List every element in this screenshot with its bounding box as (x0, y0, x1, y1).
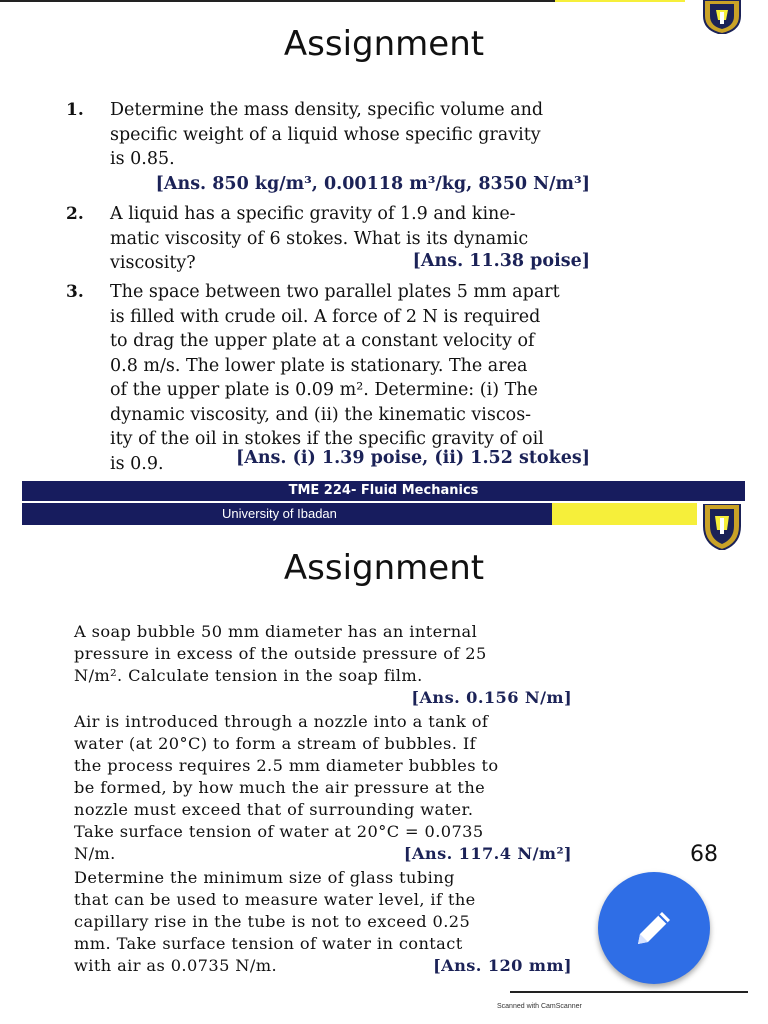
text-line: Determine the mass density, specific volume and (110, 100, 544, 120)
question-1-text (110, 98, 590, 172)
edit-button[interactable] (598, 872, 710, 984)
text-line: that can be used to measure water level, if the (74, 890, 476, 909)
problem-2-text (74, 711, 574, 865)
question-number: 3. (66, 282, 84, 302)
text-line: N/m. (74, 844, 116, 863)
text-line: is 0.9. (110, 453, 164, 474)
answer: [Ans. 117.4 N/m²] (403, 844, 572, 863)
text-line: is filled with crude oil. A force of 2 N is required (110, 306, 541, 327)
answer: [Ans. (i) 1.39 poise, (ii) 1.52 stokes] (235, 448, 590, 468)
top-rule (0, 0, 555, 2)
pencil-icon (632, 906, 676, 950)
answer: [Ans. 850 kg/m³, 0.00118 m³/kg, 8350 N/m³] (155, 174, 590, 194)
course-footer-band (22, 481, 745, 501)
text-line: viscosity? (110, 253, 196, 273)
text-line: A soap bubble 50 mm diameter has an internal (74, 622, 478, 641)
text-line: ity of the oil in stokes if the specific gravity of oil (110, 429, 544, 449)
text-line: pressure in excess of the outside pressure of 25 (74, 644, 487, 663)
question-3-text (110, 280, 590, 476)
text-line: A liquid has a specific gravity of 1.9 and kine- (110, 204, 516, 224)
text-line: nozzle must exceed that of surrounding water. (74, 800, 474, 819)
scanner-watermark: Scanned with CamScanner (497, 1003, 582, 1010)
text-line: specific weight of a liquid whose specific gravity (110, 124, 541, 145)
text-line: dynamic viscosity, and (ii) the kinematic viscos- (110, 404, 532, 425)
page-number: 68 (690, 842, 718, 867)
problem-1-text (74, 621, 574, 687)
text-line: The space between two parallel plates 5 mm apart (110, 282, 560, 302)
question-number: 2. (66, 204, 84, 224)
university-name: University of Ibadan (222, 506, 337, 521)
text-line: Take surface tension of water at 20°C = 0.0735 (74, 822, 484, 841)
text-line: Determine the minimum size of glass tubing (74, 868, 455, 887)
bottom-rule (510, 991, 748, 993)
answer: [Ans. 120 mm] (433, 956, 572, 975)
text-line: the process requires 2.5 mm diameter bubbles to (74, 756, 499, 775)
university-footer-band (22, 503, 552, 525)
text-line: capillary rise in the tube is not to exceed 0.25 (74, 912, 471, 931)
page-title: Assignment (283, 24, 485, 64)
text-line: to drag the upper plate at a constant velocity of (110, 331, 535, 351)
text-line: mm. Take surface tension of water in contact (74, 934, 463, 953)
question-number: 1. (66, 100, 84, 120)
text-line: Air is introduced through a nozzle into a tank of (74, 712, 489, 731)
text-line: N/m². Calculate tension in the soap film. (74, 666, 423, 685)
text-line: matic viscosity of 6 stokes. What is its dynamic (110, 228, 529, 249)
text-line: of the upper plate is 0.09 m². Determine: (i) The (110, 380, 538, 400)
course-name: TME 224- Fluid Mechanics (288, 483, 479, 498)
answer: [Ans. 11.38 poise] (412, 251, 590, 271)
text-line: with air as 0.0735 N/m. (74, 956, 278, 975)
text-line: 0.8 m/s. The lower plate is stationary. The area (110, 355, 528, 376)
text-line: be formed, by how much the air pressure at the (74, 778, 486, 797)
footer-accent (552, 503, 697, 525)
page-title: Assignment (283, 548, 485, 588)
top-rule-accent (555, 0, 685, 2)
university-crest-icon (700, 504, 744, 552)
answer: [Ans. 0.156 N/m] (411, 688, 572, 707)
text-line: is 0.85. (110, 149, 175, 169)
text-line: water (at 20°C) to form a stream of bubbles. If (74, 734, 477, 753)
